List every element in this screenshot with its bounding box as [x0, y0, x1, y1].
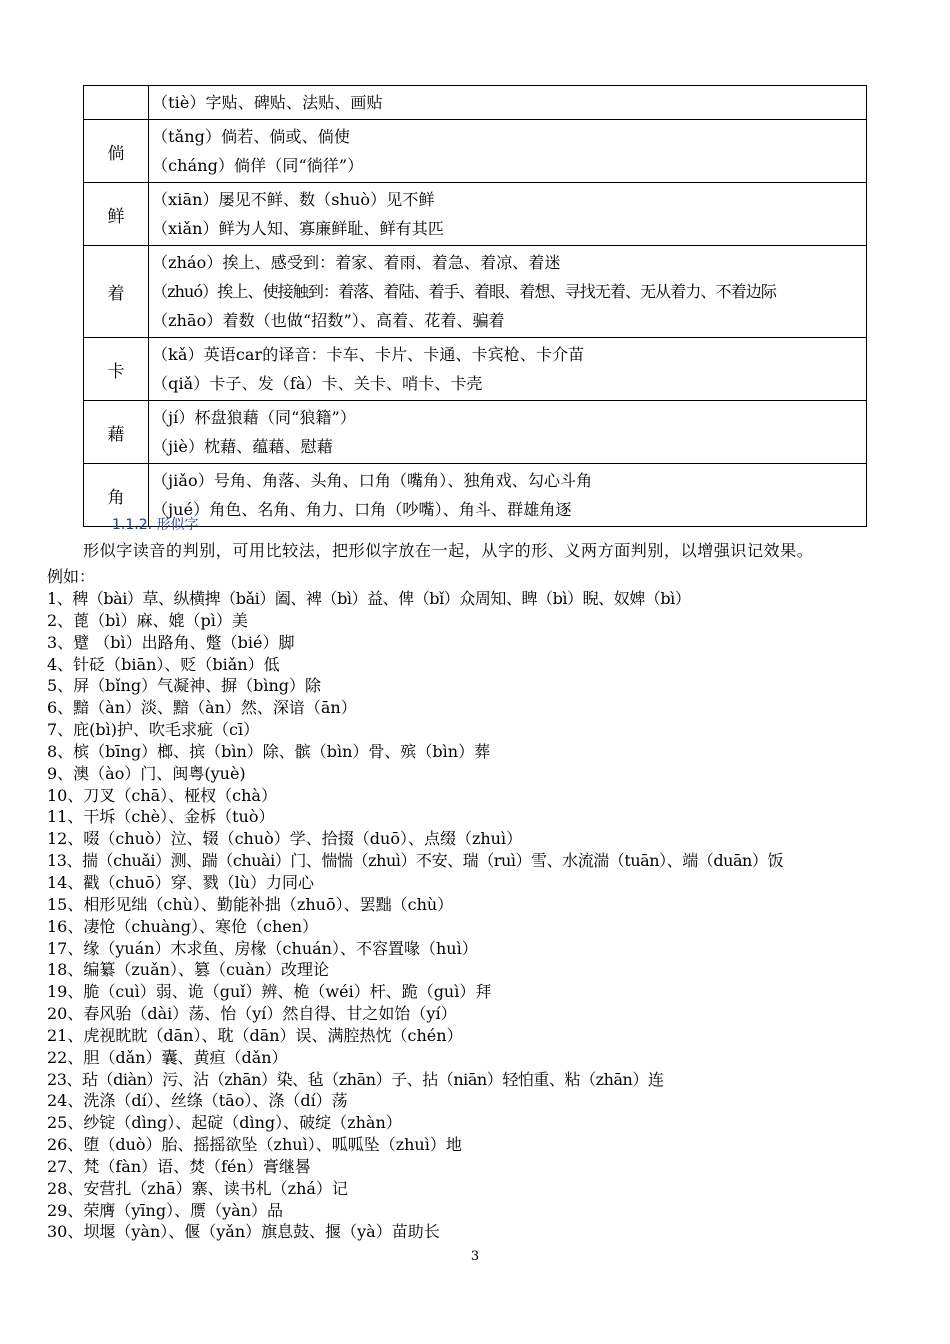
list-item: 4、针砭（biān）、贬（biǎn）低 [47, 654, 280, 674]
entry-readings [149, 86, 867, 120]
list-item: 28、安营扎（zhā）寨、读书札（zhá）记 [47, 1178, 348, 1198]
reading-line: （jí）杯盘狼藉（同“狼籍”） [152, 408, 356, 427]
entry-readings [149, 246, 867, 338]
reading-line: （jué）角色、名角、角力、口角（吵嘴）、角斗、群雄角逐 [152, 500, 572, 519]
list-item: 11、干坼（chè）、金柝（tuò） [47, 807, 275, 827]
list-item: 16、凄怆（chuàng）、寒伧（chen） [47, 916, 319, 936]
entry-character: 藉 [84, 401, 149, 464]
list-item: 17、缘（yuán）木求鱼、房椽（chuán）、不容置喙（huì） [47, 938, 478, 958]
list-item: 10、刀叉（chā）、桠杈（chà） [47, 785, 277, 805]
list-item: 22、胆（dǎn）囊、黄疸（dǎn） [47, 1047, 288, 1067]
reading-line: （kǎ）英语car的译音：卡车、卡片、卡通、卡宾枪、卡介苗 [152, 345, 585, 364]
reading-line: （xiǎn）鲜为人知、寡廉鲜耻、鲜有其匹 [152, 219, 444, 238]
list-item: 26、堕（duò）胎、摇摇欲坠（zhuì）、呱呱坠（zhuì）地 [47, 1135, 462, 1155]
entry-readings [149, 183, 867, 246]
list-item: 21、虎视眈眈（dān）、耽（dān）误、满腔热忱（chén） [47, 1025, 463, 1045]
list-item: 19、脆（cuì）弱、诡（guǐ）辨、桅（wéi）杆、跪（guì）拜 [47, 982, 492, 1002]
entry-character [84, 86, 149, 120]
reading-line: （xiān）屡见不鲜、数（shuò）见不鲜 [152, 190, 435, 209]
reading-line: （qiǎ）卡子、发（fà）卡、关卡、哨卡、卡壳 [152, 374, 483, 393]
entry-character: 角 [84, 464, 149, 527]
entry-character: 倘 [84, 120, 149, 183]
reading-line: （cháng）倘佯（同“徜徉”） [152, 156, 364, 175]
reading-line: （zhuó）挨上、使接触到：着落、着陆、着手、着眼、着想、寻找无着、无从着力、不着边际 [152, 282, 776, 301]
list-item: 15、相形见绌（chù）、勤能补拙（zhuō）、罢黜（chù） [47, 894, 454, 914]
list-item: 9、澳（ào）门、闽粤(yuè) [47, 763, 246, 783]
reading-line: （zháo）挨上、感受到：着家、着雨、着急、着凉、着迷 [152, 253, 561, 272]
entry-character: 鲜 [84, 183, 149, 246]
list-item: 20、春风骀（dài）荡、怡（yí）然自得、甘之如饴（yí） [47, 1004, 457, 1024]
table-body [84, 86, 867, 527]
reading-line: （jiǎo）号角、角落、头角、口角（嘴角）、独角戏、勾心斗角 [152, 471, 593, 490]
entry-readings [149, 120, 867, 183]
list-item: 18、编纂（zuǎn）、篡（cuàn）改理论 [47, 960, 330, 980]
list-item: 14、戳（chuō）穿、戮（lù）力同心 [47, 872, 314, 892]
table-row [84, 183, 867, 246]
pronunciation-table [83, 85, 867, 527]
list-item: 29、荣膺（yīng）、赝（yàn）品 [47, 1200, 283, 1220]
example-label: 例如： [47, 567, 96, 586]
entry-character: 卡 [84, 338, 149, 401]
reading-line: （tiè）字贴、碑贴、法贴、画贴 [152, 93, 383, 112]
page-number: 3 [470, 1249, 480, 1264]
list-item: 30、坝堰（yàn）、偃（yǎn）旗息鼓、揠（yà）苗助长 [47, 1222, 440, 1242]
list-item: 1、稗（bài）草、纵横捭（bǎi）阖、裨（bì）益、俾（bǐ）众周知、睥（bì）睨、奴婢（bì） [47, 589, 691, 608]
list-item: 6、黯（àn）淡、黯（àn）然、深谙（ān） [47, 698, 357, 718]
table-row [84, 338, 867, 401]
table-row [84, 464, 867, 527]
list-item: 24、洗涤（dí）、丝绦（tāo）、涤（dí）荡 [47, 1091, 348, 1111]
list-item: 8、槟（bīng）榔、摈（bìn）除、髌（bìn）骨、殡（bìn）葬 [47, 741, 491, 761]
reading-line: （jiè）枕藉、蕴藉、慰藉 [152, 437, 333, 456]
table-row [84, 246, 867, 338]
list-item: 25、纱锭（dìng）、起碇（dìng）、破绽（zhàn） [47, 1113, 402, 1133]
list-item: 13、揣（chuǎi）测、踹（chuài）门、惴惴（zhuì）不安、瑞（ruì）雪、水流湍（tuān）、端（duān）饭 [47, 851, 784, 871]
list-item: 12、啜（chuò）泣、辍（chuò）学、拾掇（duō）、点缀（zhuì） [47, 829, 523, 849]
list-item: 27、梵（fàn）语、焚（fén）膏继晷 [47, 1156, 311, 1176]
entry-readings [149, 338, 867, 401]
entry-readings [149, 464, 867, 527]
table-row [84, 86, 867, 120]
list-item: 7、庇(bì)护、吹毛求疵（cī） [47, 720, 260, 740]
table-row [84, 401, 867, 464]
reading-line: （zhāo）着数（也做“招数”）、高着、花着、骗着 [152, 311, 505, 330]
section-heading: 1.1.2. 形似字 [112, 517, 199, 533]
list-item: 2、蓖（bì）麻、媲（pì）美 [47, 610, 248, 630]
entry-readings [149, 401, 867, 464]
entry-character: 着 [84, 246, 149, 338]
reading-line: （tǎng）倘若、倘或、倘使 [152, 127, 350, 146]
list-item: 5、屏（bǐng）气凝神、摒（bìng）除 [47, 676, 321, 696]
list-item: 3、躄 （bì）出路角、蹩（bié）脚 [47, 632, 295, 652]
list-item: 23、玷（diàn）污、沾（zhān）染、毡（zhān）子、拈（niān）轻怕重、粘（zhān）连 [47, 1069, 664, 1089]
table-row [84, 120, 867, 183]
intro-paragraph: 形似字读音的判别，可用比较法，把形似字放在一起，从字的形、义两方面判别，以增强识记效果。 [83, 541, 814, 560]
example-list [47, 588, 783, 1243]
